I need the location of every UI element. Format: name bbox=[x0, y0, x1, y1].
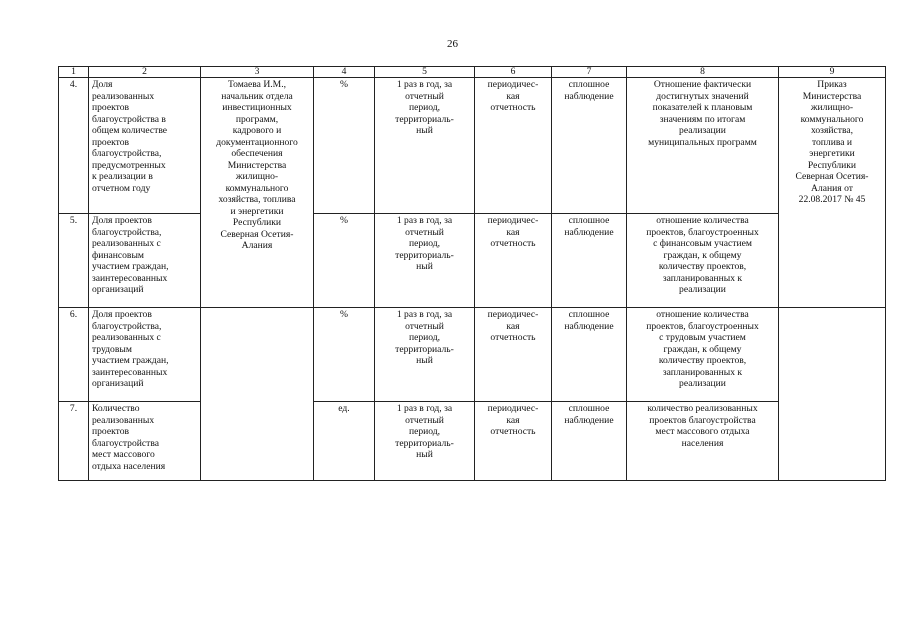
responsible-empty bbox=[201, 308, 314, 481]
calculation-formula: отношение количества проектов, благоустроенных с трудовым участием граждан, к общему количеству проектов, запланированных к реализации bbox=[627, 308, 779, 402]
row-number: 4. bbox=[59, 78, 89, 214]
indicator-name: Доля проектов благоустройства, реализованных с трудовым участием граждан, заинтересованных организаций bbox=[89, 308, 201, 402]
page-number: 26 bbox=[447, 38, 458, 50]
header-cell: 9 bbox=[779, 67, 886, 78]
calculation-formula: Отношение фактически достигнутых значений показателей к плановым значениям по итогам реализации муниципальных программ bbox=[627, 78, 779, 214]
collection-method: сплошное наблюдение bbox=[552, 402, 627, 481]
header-cell: 7 bbox=[552, 67, 627, 78]
frequency: 1 раз в год, за отчетный период, территориаль- ный bbox=[375, 214, 475, 308]
collection-method: сплошное наблюдение bbox=[552, 308, 627, 402]
reporting-type: периодичес- кая отчетность bbox=[475, 402, 552, 481]
indicators-table bbox=[58, 66, 886, 481]
calculation-formula: отношение количества проектов, благоустроенных с финансовым участием граждан, к общему количеству проектов, запланированных к реализации bbox=[627, 214, 779, 308]
basis-empty bbox=[779, 308, 886, 481]
responsible-person: Томаева И.М., начальник отдела инвестиционных программ, кадрового и документационного обеспечения Министерства жилищно- коммунального хозяйства, топлива и энергетики Республики Северная Осетия- Алания bbox=[201, 78, 314, 308]
table-row bbox=[59, 78, 886, 214]
unit: % bbox=[314, 214, 375, 308]
row-number: 7. bbox=[59, 402, 89, 481]
indicator-name: Доля реализованных проектов благоустройства в общем количестве проектов благоустройства, предусмотренных к реализации в отчетном году bbox=[89, 78, 201, 214]
reporting-type: периодичес- кая отчетность bbox=[475, 78, 552, 214]
calculation-formula: количество реализованных проектов благоустройства мест массового отдыха населения bbox=[627, 402, 779, 481]
reporting-type: периодичес- кая отчетность bbox=[475, 308, 552, 402]
collection-method: сплошное наблюдение bbox=[552, 78, 627, 214]
table-row bbox=[59, 402, 886, 481]
header-cell: 8 bbox=[627, 67, 779, 78]
unit: % bbox=[314, 308, 375, 402]
frequency: 1 раз в год, за отчетный период, территориаль- ный bbox=[375, 402, 475, 481]
unit: % bbox=[314, 78, 375, 214]
unit: ед. bbox=[314, 402, 375, 481]
indicator-name: Количество реализованных проектов благоустройства мест массового отдыха населения bbox=[89, 402, 201, 481]
header-row bbox=[59, 67, 886, 78]
header-cell: 4 bbox=[314, 67, 375, 78]
table-row bbox=[59, 214, 886, 308]
collection-method: сплошное наблюдение bbox=[552, 214, 627, 308]
header-cell: 2 bbox=[89, 67, 201, 78]
indicator-name: Доля проектов благоустройства, реализованных с финансовым участием граждан, заинтересованных организаций bbox=[89, 214, 201, 308]
row-number: 5. bbox=[59, 214, 89, 308]
header-cell: 6 bbox=[475, 67, 552, 78]
header-cell: 5 bbox=[375, 67, 475, 78]
header-cell: 1 bbox=[59, 67, 89, 78]
table-row bbox=[59, 308, 886, 402]
legal-basis: Приказ Министерства жилищно- коммунального хозяйства, топлива и энергетики Республики Северная Осетия- Алания от 22.08.2017 № 45 bbox=[779, 78, 886, 308]
row-number: 6. bbox=[59, 308, 89, 402]
frequency: 1 раз в год, за отчетный период, территориаль- ный bbox=[375, 308, 475, 402]
header-cell: 3 bbox=[201, 67, 314, 78]
reporting-type: периодичес- кая отчетность bbox=[475, 214, 552, 308]
frequency: 1 раз в год, за отчетный период, территориаль- ный bbox=[375, 78, 475, 214]
